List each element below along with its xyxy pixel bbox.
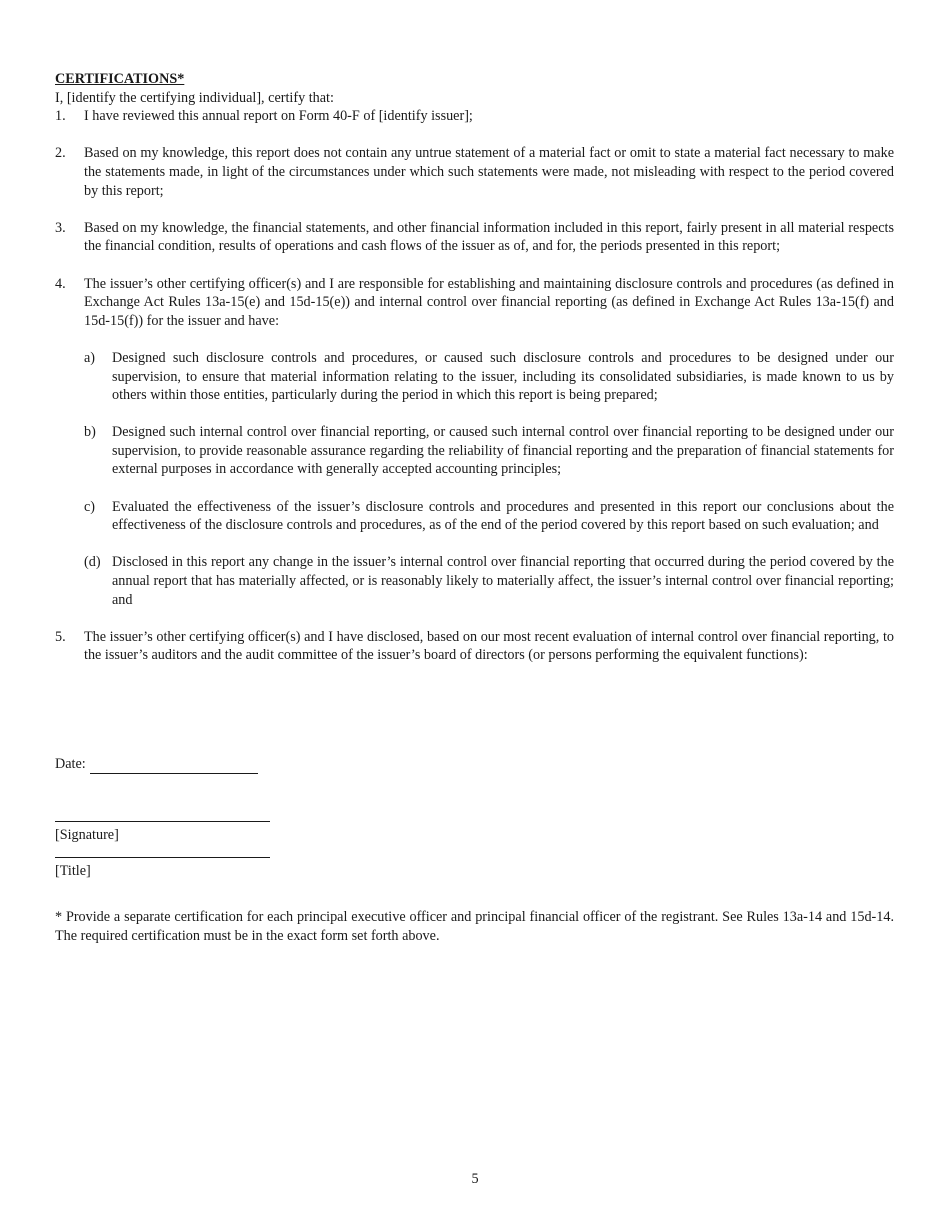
certification-body [55,70,894,665]
item-text: The issuer’s other certifying officer(s) and I have disclosed, based on our most recent evaluation of internal control over financial reporting, to the issuer’s auditors and the audit committee of the issuer’s board of directors (or persons performing the equivalent functions): [84,628,894,664]
date-field-line[interactable] [90,757,258,774]
footnote: * Provide a separate certification for each principal executive officer and principal financial officer of the registrant. See Rules 13a-14 and 15d-14. The required certification must be in the exact form set forth above. [55,909,894,944]
sub-item-letter: c) [84,498,96,515]
sub-item-a [84,349,894,405]
sub-item-letter: b) [84,424,96,441]
date-label: Date: [55,756,86,772]
intro-statement: I, [identify the certifying individual], certify that: [55,89,334,106]
sub-item-text: Designed such disclosure controls and procedures, or caused such disclosure controls and procedures to be designed under our supervision, to ensure that material information relating to the issuer, including its consolidated subsidiaries, is made known to us by others within those entities, particularly during the period in which this report is being prepared; [112,349,894,404]
section-heading: CERTIFICATIONS* [55,71,185,87]
signature-label: [Signature] [55,826,119,843]
page-number: 5 [471,1171,479,1187]
sub-item-letter: a) [84,349,96,366]
sub-item-b [84,423,894,479]
item-number: 4. [55,275,66,292]
item-text: Based on my knowledge, this report does not contain any untrue statement of a material fact or omit to state a material fact necessary to make the statements made, in light of the circumstances under which such statements were made, not misleading with respect to the period covered by this report; [84,145,894,199]
date-row [55,755,894,774]
sub-item-c [84,498,894,535]
item-number: 5. [55,628,66,645]
sub-item-text: Disclosed in this report any change in the issuer’s internal control over financial reporting that occurred during the period covered by the annual report that has materially affected, or is reasonably likely to materially affect, the issuer’s internal control over financial reporting; and [112,554,894,608]
sub-item-text: Designed such internal control over financial reporting, or caused such internal control over financial reporting to be designed under our supervision, to provide reasonable assurance regarding the reliability of financial reporting and the preparation of financial statements for external purposes in accordance with generally accepted accounting principles; [112,424,894,478]
sub-item-text: Evaluated the effectiveness of the issuer’s disclosure controls and procedures and presented in this report our conclusions about the effectiveness of the disclosure controls and procedures, as of the end of the period covered by this report based on such evaluation; and [112,498,894,534]
item-text: I have reviewed this annual report on Form 40-F of [identify issuer]; [84,108,473,125]
item-text: The issuer’s other certifying officer(s) and I are responsible for establishing and maintaining disclosure controls and procedures (as defined in Exchange Act Rules 13a-15(e) and 15d-15(e)) and internal control over financial reporting (as defined in Exchange Act Rules 13a-15(f) and 15d-15(f)) for the issuer and have: [84,275,894,329]
item-number: 1. [55,108,66,125]
list-item-5 [55,628,894,665]
item-number: 2. [55,145,66,162]
sub-item-letter: (d) [84,554,101,571]
sub-item-d [84,553,894,609]
item-number: 3. [55,219,66,236]
list-item-3 [55,219,894,256]
item-text: Based on my knowledge, the financial statements, and other financial information included in this report, fairly present in all material respects the financial condition, results of operations and cash flows of the issuer as of, and for, the periods presented in this report; [84,219,894,255]
list-item-2 [55,144,894,200]
list-item-1 [55,107,894,126]
title-label: [Title] [55,863,91,880]
list-item-4 [55,275,894,331]
signature-block [55,755,894,881]
